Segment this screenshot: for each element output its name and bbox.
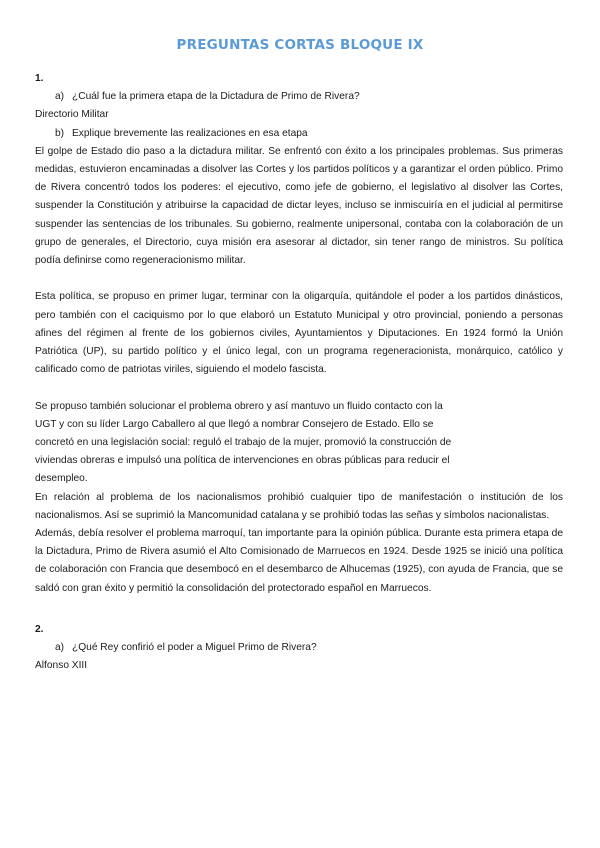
question-2a-text: ¿Qué Rey confirió el poder a Miguel Primo de Rivera? xyxy=(72,642,317,654)
question-1b-marker: b) xyxy=(55,127,65,139)
answer-1b-paragraph-4: En relación al problema de los nacionalismos prohibió cualquier tipo de manifestación o institución de los nacionalismos. Así se suprimió la Mancomunidad catalana y se prohibió todas las señas y símbolos nacionalistas. xyxy=(35,491,563,521)
question-1a xyxy=(35,88,563,106)
question-1b xyxy=(35,125,563,143)
question-1-number: 1. xyxy=(35,73,44,84)
question-1a-text: ¿Cuál fue la primera etapa de la Dictadura de Primo de Rivera? xyxy=(72,91,360,103)
answer-1b-paragraph-5: Además, debía resolver el problema marroquí, tan importante para la opinión pública. Durante esta primera etapa de la Dictadura, Primo de Rivera asumió el Alto Comisionado de Marruecos en 1924. Desde 1925 se inició una política de colaboración con Francia que desembocó en el desembarco de Alhucemas (1925), con ayuda de Francia, que se saldó con gran éxito y permitió la consolidación del protectorado español en Marruecos. xyxy=(35,528,563,594)
answer-1a: Directorio Militar xyxy=(35,109,109,121)
answer-2a: Alfonso XIII xyxy=(35,660,88,672)
paragraph-3-line: viviendas obreras e impulsó una política de intervenciones en obras públicas para reducir el xyxy=(35,455,450,467)
paragraph-3-line: desempleo. xyxy=(35,473,88,485)
question-gap xyxy=(35,598,563,621)
answer-1b-paragraph-2: Esta política, se propuso en primer lugar, terminar con la oligarquía, quitándole el poder a los partidos dinásticos, pero también con el caciquismo por lo que elaboró un Estatuto Municipal y otro provincial, poniendo a personas afines del régimen al frente de los gobiernos civiles, Ayuntamientos y Diputaciones. En 1924 formó la Unión Patriótica (UP), su partido político y el único legal, con un programa regeneracionista, monárquico, católico y calificado como de patriotas viriles, siguiendo el modelo fascista. xyxy=(35,291,563,376)
question-2-number: 2. xyxy=(35,623,44,635)
paragraph-gap xyxy=(35,379,563,397)
document-title: PREGUNTAS CORTAS BLOQUE IX xyxy=(176,37,424,53)
question-2a xyxy=(35,639,563,657)
paragraph-3-line: Se propuso también solucionar el problema obrero y así mantuvo un fluido contacto con la xyxy=(35,400,443,412)
question-1b-text: Explique brevemente las realizaciones en esa etapa xyxy=(72,127,308,139)
paragraph-3-line: concretó en una legislación social: reguló el trabajo de la mujer, promovió la construcción de xyxy=(35,437,452,448)
answer-1b-paragraph-3 xyxy=(35,398,563,489)
question-1a-marker: a) xyxy=(55,91,65,103)
paragraph-3-line: UGT y con su líder Largo Caballero al que llegó a nombrar Consejero de Estado. Ello se xyxy=(35,418,434,430)
answer-1b-paragraph-1: El golpe de Estado dio paso a la dictadura militar. Se enfrentó con éxito a los principales problemas. Sus primeras medidas, estuvieron encaminadas a disolver las Cortes y los partidos políticos y a garantizar el orden público. Primo de Rivera concentró todos los poderes: el ejecutivo, como jefe de gobierno, el legislativo al disolver las Cortes, suspender la Constitución y atribuirse la capacidad de dictar leyes, incluso se inmiscuiría en el judicial al permitirse suspender las sentencias de los tribunales. Su gobierno, realmente unipersonal, contaba con la colaboración de un grupo de generales, el Directorio, cuya misión era asesorar al dictador, sin tener rango de ministros. Su política podía definirse como regeneracionismo militar. xyxy=(35,145,563,266)
question-2a-marker: a) xyxy=(55,642,65,654)
document-body xyxy=(35,70,563,675)
paragraph-gap xyxy=(35,270,563,288)
